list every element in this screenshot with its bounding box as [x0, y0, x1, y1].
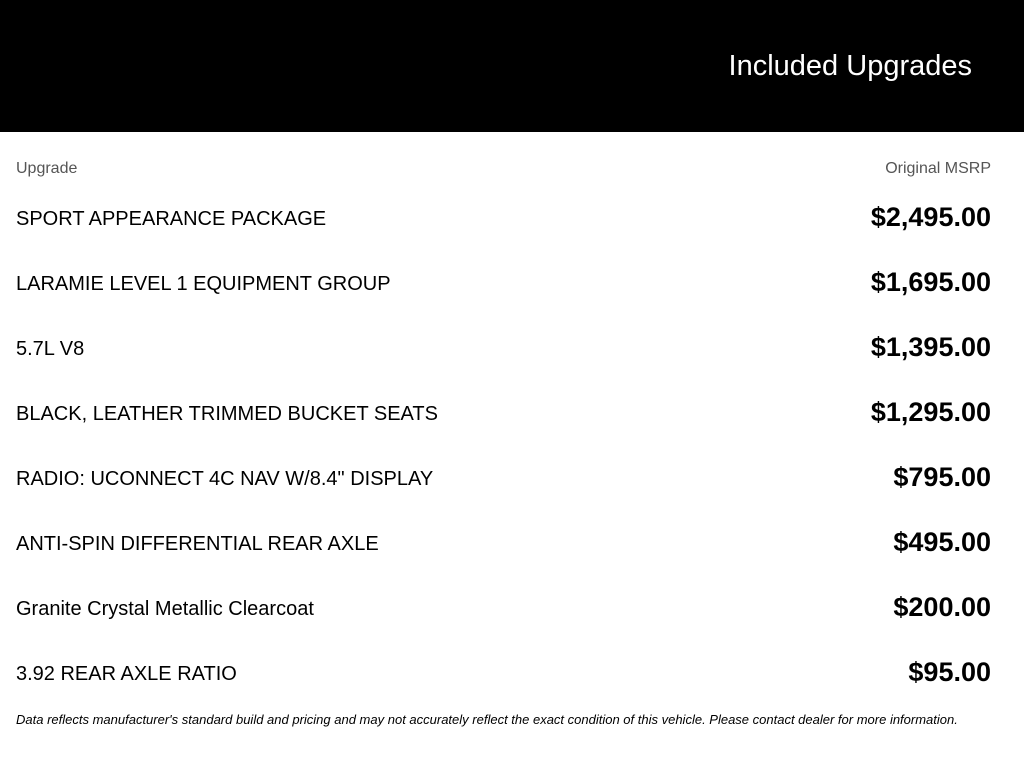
upgrade-price: $1,295.00: [870, 397, 991, 427]
list-item: [16, 640, 991, 705]
upgrades-list: [16, 185, 991, 705]
page-title: Included Upgrades: [728, 50, 972, 82]
upgrade-name: RADIO: UCONNECT 4C NAV W/8.4" DISPLAY: [16, 468, 434, 490]
list-item: [16, 250, 991, 315]
header-banner: [0, 0, 1024, 132]
column-header-msrp: Original MSRP: [885, 160, 991, 177]
list-item: [16, 380, 991, 445]
column-header-upgrade: Upgrade: [16, 160, 78, 177]
list-item: [16, 315, 991, 380]
upgrade-price: $2,495.00: [870, 202, 991, 232]
upgrade-name: Granite Crystal Metallic Clearcoat: [16, 598, 314, 620]
list-item: [16, 510, 991, 575]
disclaimer-text: Data reflects manufacturer's standard build and pricing and may not accurately reflect the exact condition of this vehicle. Please contact dealer for more information.: [16, 712, 958, 727]
upgrade-price: $95.00: [908, 657, 991, 687]
upgrade-name: 5.7L V8: [16, 338, 85, 360]
upgrade-name: ANTI-SPIN DIFFERENTIAL REAR AXLE: [16, 533, 379, 555]
upgrade-price: $200.00: [893, 592, 991, 622]
upgrade-price: $795.00: [893, 462, 991, 492]
column-headers: [16, 160, 991, 180]
upgrade-price: $1,395.00: [870, 332, 991, 362]
list-item: [16, 445, 991, 510]
upgrade-name: 3.92 REAR AXLE RATIO: [16, 663, 237, 685]
upgrade-price: $495.00: [893, 527, 991, 557]
list-item: [16, 575, 991, 640]
upgrade-name: SPORT APPEARANCE PACKAGE: [16, 208, 327, 230]
upgrade-price: $1,695.00: [870, 267, 991, 297]
list-item: [16, 185, 991, 250]
upgrade-name: LARAMIE LEVEL 1 EQUIPMENT GROUP: [16, 273, 391, 295]
upgrade-name: BLACK, LEATHER TRIMMED BUCKET SEATS: [16, 403, 438, 425]
